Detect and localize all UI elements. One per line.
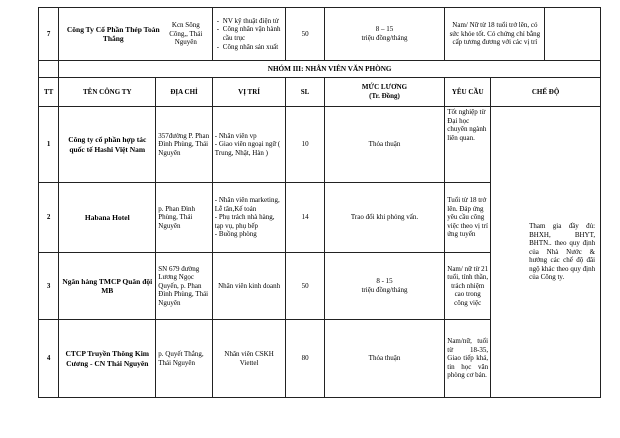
header-benefits: CHẾ ĐỘ <box>491 78 601 107</box>
position-item: - Nhân viên marketing, Lễ tân,Kế toán <box>214 196 280 213</box>
group-spacer <box>39 61 59 78</box>
salary: Thỏa thuận <box>324 320 445 398</box>
company-address: SN 679 đường Lương Ngọc Quyến, p. Phan Đình Phùng, Thái Nguyên <box>156 253 213 320</box>
position-item: Nhân viên CSKH Viettel <box>224 349 274 367</box>
group-title: NHÓM III: NHÂN VIÊN VĂN PHÒNG <box>59 61 601 78</box>
header-salary <box>324 78 445 107</box>
company-name: Công ty cổ phần hợp tác quốc tế Hashi Việt Nam <box>59 107 156 183</box>
group-title-row <box>39 61 601 78</box>
row-number: 7 <box>39 8 59 61</box>
header-salary-unit: (Tr. Đồng) <box>369 92 400 100</box>
header-row <box>39 78 601 107</box>
row-number: 1 <box>39 107 59 183</box>
position-list <box>212 107 286 183</box>
position-list <box>212 183 286 253</box>
requirements: Nam/nữ, tuổi từ 18-35, Giao tiếp khá, tin học văn phòng cơ bản. <box>445 320 491 398</box>
benefits-text: Tham gia đầy đủ: BHXH, BHYT, BHTN.. theo quy định của Nhà Nước & hưởng các chế độ đãi ngộ khác theo quy định của Công ty. <box>529 222 596 282</box>
company-address: 357đường P. Phan Đình Phùng, Thái Nguyên <box>156 107 213 183</box>
header-company: TÊN CÔNG TY <box>59 78 156 107</box>
salary: Thỏa thuận <box>324 107 445 183</box>
header-requirements: YÊU CẦU <box>445 78 491 107</box>
salary-unit: triệu đồng/tháng <box>361 286 408 294</box>
header-address: ĐỊA CHỈ <box>156 78 213 107</box>
position-item: Nhân viên kinh doanh <box>218 281 281 290</box>
quantity: 50 <box>286 8 324 61</box>
row-number: 3 <box>39 253 59 320</box>
quantity: 50 <box>286 253 324 320</box>
salary-range: 8 - 15 <box>376 277 393 286</box>
job-table <box>38 7 601 398</box>
position-item: - Buồng phòng <box>214 230 257 239</box>
position-list <box>212 8 286 61</box>
company-name-text: Công Ty Cổ Phần Thép Toàn Thắng <box>66 24 160 43</box>
company-name: Ngân hàng TMCP Quân đội MB <box>59 253 156 320</box>
requirements: Nam/ nữ từ 21 tuổi, tính thần, trách nhiệm cao trong công việc <box>445 253 491 320</box>
position-item: - Công nhân sản xuất <box>223 43 284 52</box>
row-number: 2 <box>39 183 59 253</box>
table-row <box>39 107 601 183</box>
salary: Trao đổi khi phỏng vấn. <box>324 183 445 253</box>
benefits-empty <box>545 8 601 61</box>
quantity: 14 <box>286 183 324 253</box>
benefits <box>491 107 601 398</box>
position-item: - Giao viên ngoại ngữ ( Trung, Nhật, Hàn ) <box>214 140 281 157</box>
requirements: Nam/ Nữ từ 18 tuổi trở lên, có sức khỏe tốt. Có chứng chỉ bằng cấp tương đương với các vị trí <box>445 8 545 61</box>
header-position: VỊ TRÍ <box>212 78 286 107</box>
company-name: CTCP Truyền Thông Kim Cương - CN Thái Nguyên <box>59 320 156 398</box>
salary <box>324 8 445 61</box>
requirements: Tốt nghiệp từ Đại học chuyên ngành liên quan. <box>445 107 491 183</box>
position-item: - Nhân viên vp <box>214 131 257 140</box>
company-name <box>59 8 213 61</box>
table-row <box>39 8 601 61</box>
position-item: - Phụ trách nhà hàng, tạp vụ, phụ bếp <box>214 213 275 230</box>
requirements: Tuổi từ 18 trở lên. Đáp ứng yêu cầu công việc theo vị trí ứng tuyển <box>445 183 491 253</box>
position-list <box>212 253 286 320</box>
position-item: - NV kỹ thuật điện tử <box>223 17 284 26</box>
header-qty: SL <box>286 78 324 107</box>
position-list <box>212 320 286 398</box>
company-address: Kcn Sông Công,, Thái Nguyên <box>169 21 203 47</box>
company-name: Habana Hotel <box>59 183 156 253</box>
salary-range: 8 – 15 <box>375 25 394 34</box>
row-number: 4 <box>39 320 59 398</box>
salary <box>324 253 445 320</box>
header-salary-title: MỨC LƯƠNG <box>361 83 408 92</box>
company-address: p. Phan Đình Phùng, Thái Nguyên <box>156 183 213 253</box>
company-address: p. Quyết Thắng, Thái Nguyên <box>156 320 213 398</box>
position-item: - Công nhân vận hành cầu trục <box>223 25 284 42</box>
quantity: 10 <box>286 107 324 183</box>
header-tt: TT <box>39 78 59 107</box>
salary-unit: triệu đồng/tháng <box>361 34 408 42</box>
quantity: 80 <box>286 320 324 398</box>
